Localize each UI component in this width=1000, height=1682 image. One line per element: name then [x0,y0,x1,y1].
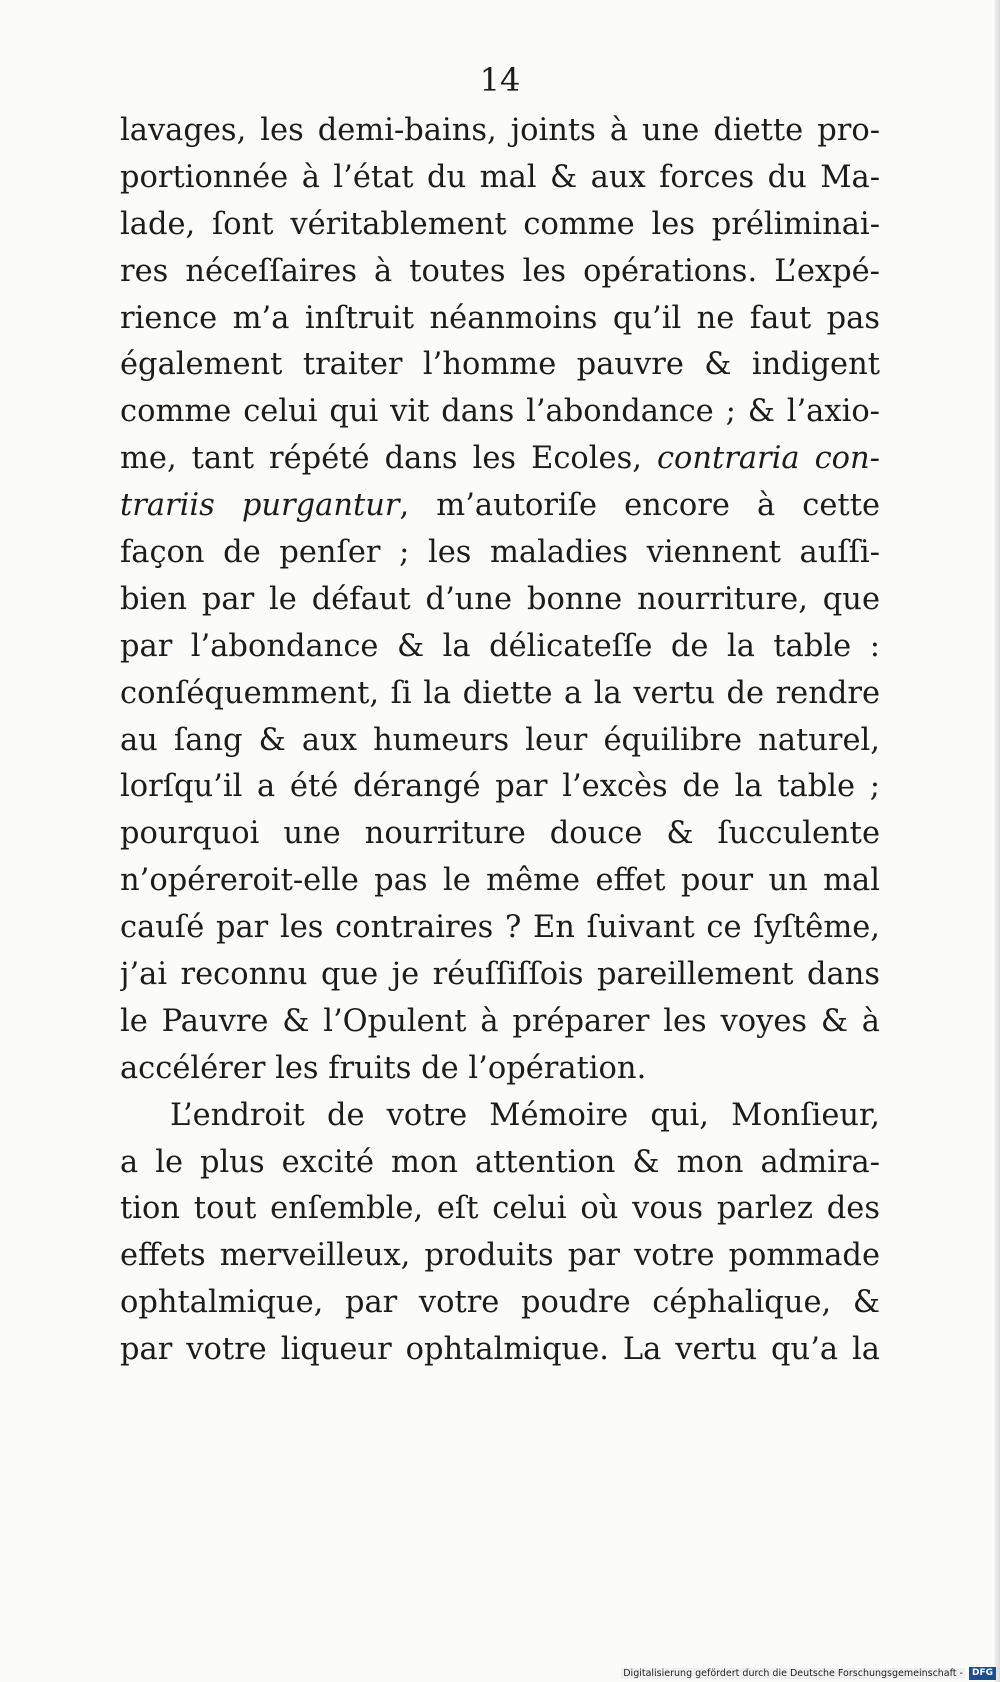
footer-credit: Digitalisierung gefördert durch die Deutsche Forschungsgemeinschaft - [623,1668,963,1679]
text-span: accélérer les fruits de l’opération. [120,1050,647,1086]
text-line [120,811,880,858]
text-span: res néceſſaires à toutes les opérations. L’expé- [120,253,880,289]
text-span: n’opéreroit-elle pas le même effet pour un mal [120,863,880,899]
text-span: tion tout enſemble, eſt celui où vous parlez des [120,1191,880,1227]
text-line [120,436,880,483]
text-line [120,577,880,624]
text-line [120,1046,880,1093]
text-line [120,624,880,671]
digitization-footer [621,1665,996,1682]
text-span: le Pauvre & l’Opulent à préparer les voyes & à [120,1003,880,1039]
text-span: pourquoi une nourriture douce & ſucculente [120,816,880,852]
text-line [120,1280,880,1327]
text-span: ophtalmique, par votre poudre céphalique, & [120,1285,880,1321]
text-span: par votre liqueur ophtalmique. La vertu qu’a la [120,1332,880,1368]
text-span: effets merveilleux, produits par votre pommade [120,1238,880,1274]
text-line [120,1233,880,1280]
text-line [120,530,880,577]
page-number: 14 [479,61,521,99]
text-line [120,764,880,811]
text-line [120,1186,880,1233]
text-line [120,999,880,1046]
text-line [120,1093,880,1140]
text-line [120,1327,880,1374]
text-span: rience m’a inſtruit néanmoins qu’il ne faut pas [120,300,880,336]
text-span: au ſang & aux humeurs leur équilibre naturel, [120,722,880,758]
text-line [120,1140,880,1187]
text-line [120,296,880,343]
text-span: comme celui qui vit dans l’abondance ; & l’axio- [120,394,880,430]
text-span: L’endroit de votre Mémoire qui, Monſieur, [170,1097,880,1133]
text-span: lorſqu’il a été dérangé par l’excès de la table ; [120,769,880,805]
text-span: portionnée à l’état du mal & aux forces du Ma- [120,159,880,195]
text-line [120,202,880,249]
dfg-logo-icon: DFG [969,1667,996,1680]
text-line [120,718,880,765]
text-span: lade, ſont véritablement comme les préliminai- [120,206,880,242]
text-span: également traiter l’homme pauvre & indigent [120,347,880,383]
text-span: par l’abondance & la délicateſſe de la table : [120,628,880,664]
text-line [120,952,880,999]
text-span: a le plus excité mon attention & mon admira- [120,1144,880,1180]
text-span: cauſé par les contraires ? En ſuivant ce ſyſtême, [120,910,880,946]
body-text [120,108,880,1374]
text-span: bien par le défaut d’une bonne nourriture, que [120,581,880,617]
scan-edge-shadow [994,0,1000,1682]
text-line [120,249,880,296]
text-line [120,483,880,530]
text-span: lavages, les demi-bains, joints à une diette pro- [120,113,880,148]
text-span: me, tant répété dans les Ecoles, [120,441,657,477]
text-span: conſéquemment, ſi la diette a la vertu de rendre [120,675,880,711]
text-line [120,108,880,155]
text-line [120,671,880,718]
italic-text-span: contraria con- [656,441,880,477]
text-line [120,155,880,202]
text-line [120,389,880,436]
text-span: j’ai reconnu que je réuſſiſſois pareillement dans [120,957,880,993]
italic-text-span: trariis purgantur [120,488,400,524]
text-line [120,905,880,952]
text-span: façon de penſer ; les maladies viennent auſſi- [120,535,880,571]
text-line [120,342,880,389]
text-line [120,858,880,905]
text-span: , m’autoriſe encore à cette [399,488,880,524]
